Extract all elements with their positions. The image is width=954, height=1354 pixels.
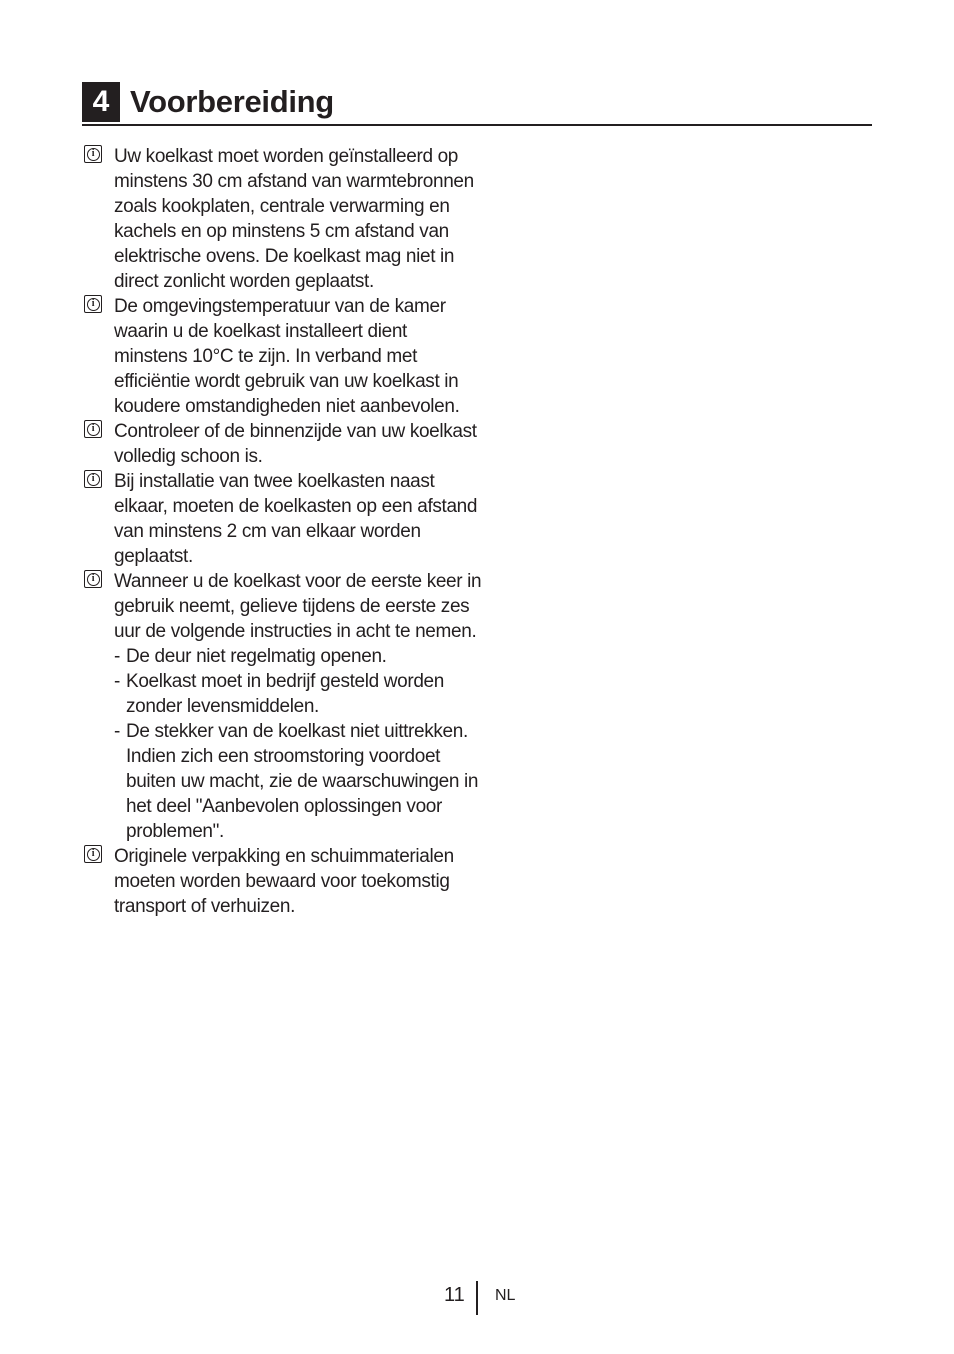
info-icon: i: [84, 145, 102, 163]
info-icon: i: [84, 470, 102, 488]
instruction-text: Bij installatie van twee koelkasten naast elkaar, moeten de koelkasten op een afstand van minstens 2 cm van elkaar worden geplaatst.: [114, 471, 478, 567]
instruction-item: [82, 144, 482, 294]
instruction-text: Wanneer u de koelkast voor de eerste keer in gebruik neemt, gelieve tijdens de eerste zes uur de volgende instructies in acht te nemen.: [114, 571, 482, 642]
info-icon: i: [84, 295, 102, 313]
instruction-text: Uw koelkast moet worden geïnstalleerd op minstens 30 cm afstand van warmtebronnen zoals kookplaten, centrale verwarming en kachels en op minstens 5 cm afstand van elektrische ovens. De koelkast mag niet in direct zonlicht worden geplaatst.: [114, 146, 474, 292]
page-footer: [0, 1281, 954, 1317]
sub-item: - Koelkast moet in bedrijf gesteld worden zonder levensmiddelen.: [114, 671, 444, 717]
sub-item: - De deur niet regelmatig openen.: [114, 646, 387, 667]
chapter-number: 4: [82, 82, 120, 122]
chapter-header: [82, 82, 872, 126]
sub-item-text: De deur niet regelmatig openen.: [126, 646, 387, 667]
instructions-list: [82, 144, 482, 919]
instruction-item: [82, 419, 482, 469]
sub-item-text: De stekker van de koelkast niet uittrekken. Indien zich een stroomstoring voordoet buiten uw macht, zie de waarschuwingen in het deel "Aanbevolen oplossingen voor problemen".: [126, 721, 479, 842]
instruction-item: [82, 844, 482, 919]
info-icon: i: [84, 845, 102, 863]
language-code: NL: [495, 1287, 516, 1304]
instruction-text: Controleer of de binnenzijde van uw koelkast volledig schoon is.: [114, 421, 477, 467]
chapter-title: Voorbereiding: [130, 84, 334, 119]
info-icon: i: [84, 570, 102, 588]
page-number: 11: [444, 1284, 465, 1306]
instruction-text: Originele verpakking en schuimmaterialen moeten worden bewaard voor toekomstig transport of verhuizen.: [114, 846, 454, 917]
instruction-item: [82, 469, 482, 569]
instruction-item: [82, 569, 482, 844]
instruction-item: [82, 294, 482, 419]
footer-divider: [476, 1281, 478, 1315]
sub-item: - De stekker van de koelkast niet uittrekken. Indien zich een stroomstoring voordoet buiten uw macht, zie de waarschuwingen in het deel "Aanbevolen oplossingen voor problemen".: [114, 721, 479, 842]
instruction-text: De omgevingstemperatuur van de kamer waarin u de koelkast installeert dient minstens 10°C te zijn. In verband met efficiëntie wordt gebruik van uw koelkast in koudere omstandigheden niet aanbevolen.: [114, 296, 460, 417]
sub-item-text: Koelkast moet in bedrijf gesteld worden zonder levensmiddelen.: [126, 671, 444, 717]
info-icon: i: [84, 420, 102, 438]
